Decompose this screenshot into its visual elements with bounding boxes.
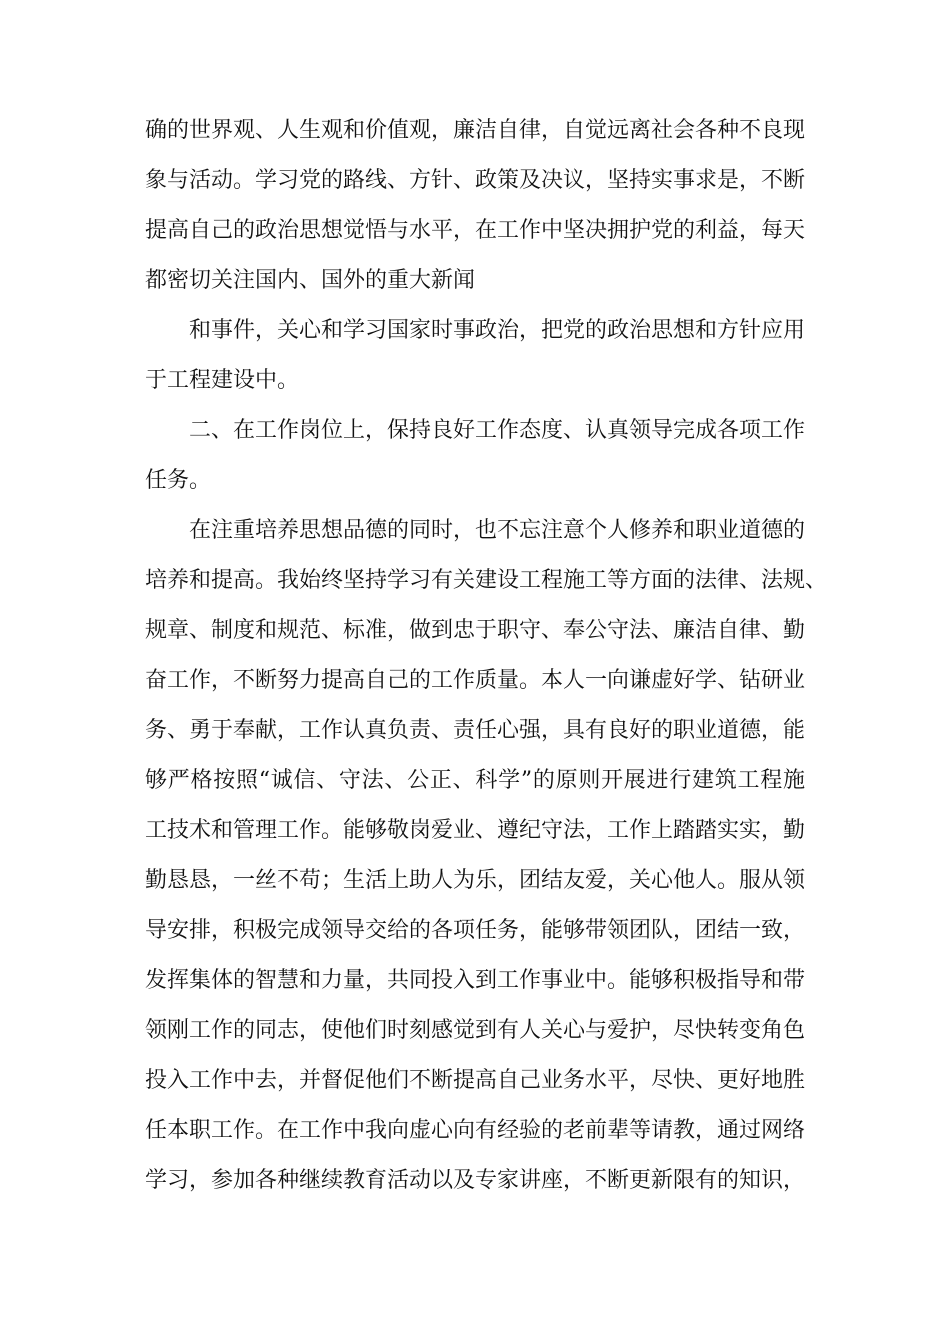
text-line: 二、在工作岗位上，保持良好工作态度、认真领导完成各项工作 — [189, 418, 806, 443]
text-line: 规章、制度和规范、标准，做到忠于职守、奉公守法、廉洁自律、勤 — [145, 618, 806, 643]
text-line: 领刚工作的同志，使他们时刻感觉到有人关心与爱护，尽快转变角色 — [145, 1018, 806, 1043]
text-line: 在注重培养思想品德的同时，也不忘注意个人修养和职业道德的 — [189, 518, 806, 543]
text-line: 勤恳恳，一丝不苟；生活上助人为乐，团结友爱，关心他人。服从领 — [145, 868, 806, 893]
text-line: 任务。 — [145, 468, 212, 493]
text-line: 够严格按照“诚信、守法、公正、科学”的原则开展进行建筑工程施 — [145, 768, 805, 793]
text-line: 于工程建设中。 — [145, 368, 300, 393]
text-line: 务、勇于奉献，工作认真负责、责任心强，具有良好的职业道德，能 — [145, 718, 806, 743]
text-line: 和事件，关心和学习国家时事政治，把党的政治思想和方针应用 — [189, 318, 806, 343]
text-line: 导安排，积极完成领导交给的各项任务，能够带领团队，团结一致， — [145, 918, 806, 943]
text-line: 奋工作，不断努力提高自己的工作质量。本人一向谦虚好学、钻研业 — [145, 668, 806, 693]
text-line: 任本职工作。在工作中我向虚心向有经验的老前辈等请教，通过网络 — [145, 1118, 806, 1143]
text-line: 投入工作中去，并督促他们不断提高自己业务水平，尽快、更好地胜 — [145, 1068, 806, 1093]
text-line: 发挥集体的智慧和力量，共同投入到工作事业中。能够积极指导和带 — [145, 968, 806, 993]
text-line: 培养和提高。我始终坚持学习有关建设工程施工等方面的法律、法规、 — [145, 568, 828, 593]
text-line: 确的世界观、人生观和价值观，廉洁自律，自觉远离社会各种不良现 — [145, 118, 806, 143]
text-line: 工技术和管理工作。能够敬岗爱业、遵纪守法，工作上踏踏实实，勤 — [145, 818, 806, 843]
text-line: 提高自己的政治思想觉悟与水平，在工作中坚决拥护党的利益，每天 — [145, 218, 806, 243]
text-line: 学习，参加各种继续教育活动以及专家讲座，不断更新限有的知识， — [145, 1168, 806, 1193]
text-line: 都密切关注国内、国外的重大新闻 — [145, 268, 476, 293]
text-line: 象与活动。学习党的路线、方针、政策及决议，坚持实事求是，不断 — [145, 168, 806, 193]
